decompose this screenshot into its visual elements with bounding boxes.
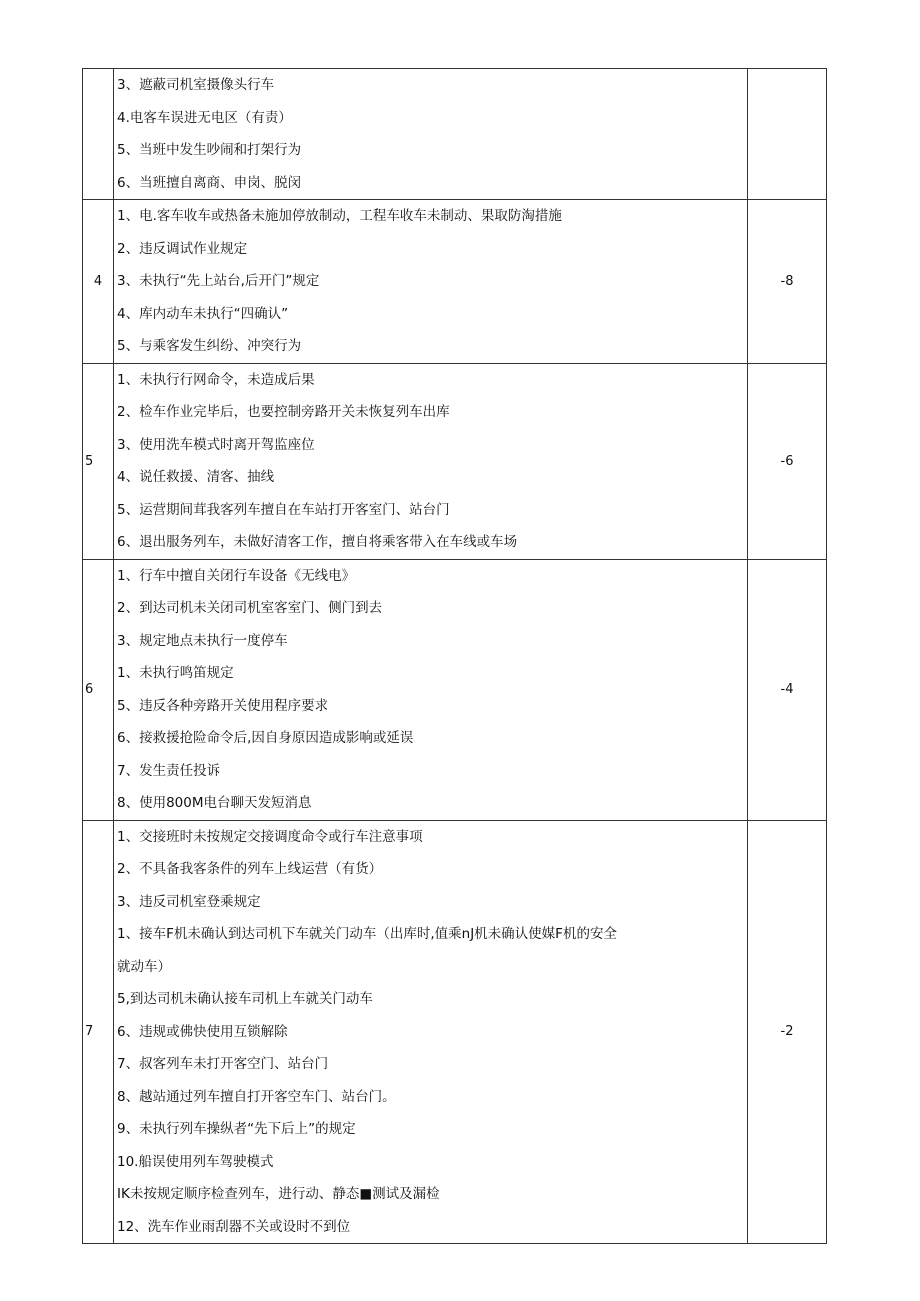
list-item: 3、未执行“先上站台,后开门”规定 <box>117 273 320 289</box>
items-cell <box>114 559 748 820</box>
list-item: 10.船误使用列车驾驶模式 <box>117 1153 274 1170</box>
list-item: 2、检车作业完毕后，也要控制旁路开关未恢复列车出库 <box>117 404 450 420</box>
list-item: 7、叔客列车未打开客空门、站台门 <box>117 1056 329 1072</box>
level-cell <box>83 69 114 200</box>
list-item: 1、行车中擅自关闭行车设备《无线电》 <box>117 567 356 584</box>
list-item: 7、发生责任投诉 <box>117 762 221 779</box>
list-item: 1、未执行鸣笛规定 <box>117 665 234 681</box>
list-item: 1、交接班时未按规定交接调度命令或行车注意事项 <box>117 828 423 845</box>
list-item: 3、使用洗车模式时离开驾监座位 <box>117 436 315 453</box>
list-item: 9、未执行列车操纵者“先下后上”的规定 <box>117 1121 356 1137</box>
table-row <box>83 559 827 820</box>
items-cell <box>114 820 748 1244</box>
level-cell: 7 <box>83 820 114 1244</box>
table-row <box>83 820 827 1244</box>
list-item: 5、运营期间茸我客列车擅自在车站打开客室门、站台门 <box>117 501 450 518</box>
list-item: 1、接车F机未确认到达司机下车就关门动车（出库时,值乘nJ机未确认使媒F机的安全 <box>117 926 617 942</box>
list-item: 8、使用800M电台聊天发短消息 <box>117 795 312 811</box>
table-row <box>83 363 827 559</box>
penalty-table <box>82 68 827 1244</box>
list-item: 5,到达司机未确认接车司机上车就关门动车 <box>117 991 373 1007</box>
score-cell <box>748 69 827 200</box>
score-cell: -4 <box>748 559 827 820</box>
list-item: 6、接救援抢险命令后,因自身原因造成影响或延误 <box>117 730 414 746</box>
list-item: 3、规定地点未执行一度停车 <box>117 632 288 649</box>
score-cell: -6 <box>748 363 827 559</box>
level-cell: 6 <box>83 559 114 820</box>
list-item: 12、洗车作业雨刮器不关或设时不到位 <box>117 1218 351 1235</box>
score-cell: -2 <box>748 820 827 1244</box>
list-item: 6、退出服务列车，未做好清客工作，擅自将乘客带入在车线或车场 <box>117 534 518 550</box>
list-item: 4、说任救援、清客、抽线 <box>117 469 275 485</box>
items-cell <box>114 69 748 200</box>
list-item: 6、违规或佛快使用互锁解除 <box>117 1023 288 1040</box>
list-item: 4.电客车误进无电区（有责） <box>117 109 292 126</box>
table-row <box>83 200 827 364</box>
list-item: 2、不具备我客条件的列车上线运营（有货） <box>117 861 383 877</box>
list-item: IK未按规定顺序检查列车，进行动、静态■测试及漏检 <box>117 1186 440 1202</box>
list-item: 1、未执行行网命令，未造成后果 <box>117 371 315 388</box>
list-item: 1、电.客车收车或热备未施加停放制动，工程车收车未制动、果取防淘措施 <box>117 208 562 224</box>
list-item: 就动车） <box>117 958 171 975</box>
list-item: 2、违反调试作业规定 <box>117 240 248 257</box>
list-item: 5、违反各种旁路开关使用程序要求 <box>117 697 329 714</box>
list-item: 6、当班擅自离商、申岗、脱闵 <box>117 174 302 191</box>
list-item: 4、库内动车未执行“四确认” <box>117 305 289 322</box>
list-item: 3、违反司机室登乘规定 <box>117 893 261 910</box>
score-cell: -8 <box>748 200 827 364</box>
list-item: 8、越站通过列车擅自打开客空车门、站台门。 <box>117 1088 396 1105</box>
list-item: 5、当班中发生吵闹和打架行为 <box>117 142 302 158</box>
items-cell <box>114 200 748 364</box>
level-cell: 4 <box>83 200 114 364</box>
list-item: 3、遮蔽司机室摄像头行车 <box>117 77 275 93</box>
table-row <box>83 69 827 200</box>
list-item: 5、与乘客发生纠纷、冲突行为 <box>117 338 302 354</box>
list-item: 2、到达司机未关闭司机室客室门、侧门到去 <box>117 600 383 616</box>
level-cell: 5 <box>83 363 114 559</box>
items-cell <box>114 363 748 559</box>
